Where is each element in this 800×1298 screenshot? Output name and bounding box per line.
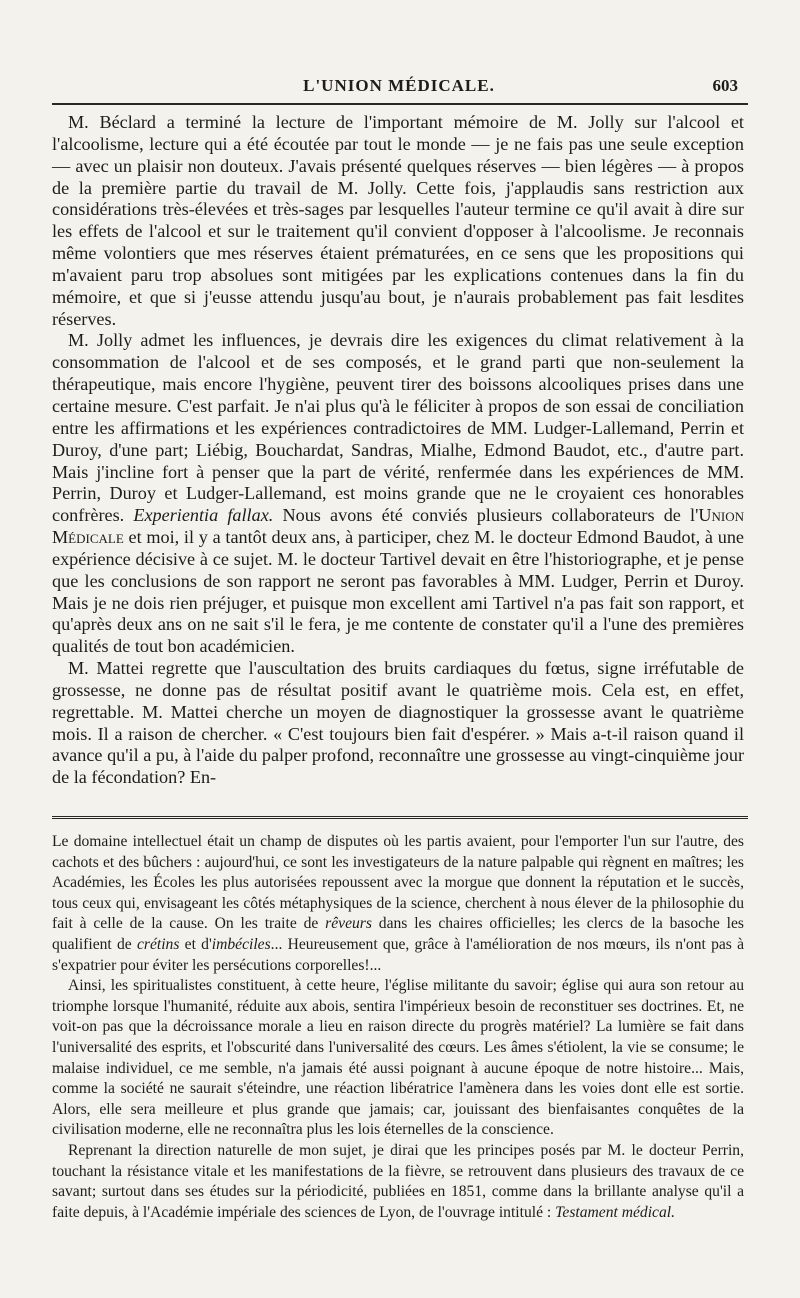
paragraph-mattei: M. Mattei regrette que l'auscultation des bruits cardiaques du fœtus, signe irréfutable de grossesse, ne donne pas de résultat positif avant le quatrième mois. Cela est, en effet, regrettable. M. Mattei cherche un moyen de diagnostiquer la grossesse avant le quatrième mois. Il a raison de chercher. « C'est toujours bien fait d'espérer. » Mais a-t-il raison quand il avance qu'il a pu, à l'aide du palper profond, reconnaître une grossesse au vingt-cinquième jour de la fécondation? En- bbox=[52, 658, 744, 788]
paragraph-jolly-text: M. Jolly admet les influences, je devrais dire les exigences du climat relativement à la consommation de l'alcool et de ses composés, et le grand parti que non-seulement la thérapeutique, mais encore l'hygiène, peuvent tirer des boissons alcooliques prises dans une certaine mesure. C'est parfait. Je n'ai plus qu'à le féliciter à propos de son essai de conciliation entre les affirmations et les expériences contradictoires de MM. Ludger-Lallemand, Perrin et Duroy, d'une part; Liébig, Bouchardat, Sandras, Mialhe, Edmond Baudot, etc., d'autre part. Mais j'incline fort à penser que la part de vérité, renfermée dans les expériences de MM. Perrin, Duroy et Ludger-Lallemand, est moins grande que ne le croyaient ces honorables confrères. bbox=[52, 330, 744, 526]
page-header bbox=[56, 76, 742, 102]
paragraph-beclard: M. Béclard a terminé la lecture de l'important mémoire de M. Jolly sur l'alcool et l'alcoolisme, lecture qui a été écoutée par tout le monde — je ne fais pas une seule exception — avec un plaisir non douteux. J'avais présenté quelques réserves — bien légères — à propos de la première partie du travail de M. Jolly. Cette fois, j'applaudis sans restriction aux considérations très-élevées et très-sages par lesquelles l'auteur termine ce qu'il avait à dire sur les effets de l'alcool et sur le traitement qu'il convient d'opposer à l'alcoolisme. Je reconnais même volontiers que mes réserves étaient prématurées, en ce sens que les propositions qui m'avaient paru trop absolues sont mitigées par les explications contenues dans la fin du mémoire, et que si j'eusse attendu jusqu'au bout, je n'aurais probablement pas fait lesdites réserves. bbox=[52, 112, 744, 329]
running-title: L'UNION MÉDICALE. bbox=[303, 76, 495, 95]
feuilleton-italic-testament: Testament médical. bbox=[555, 1203, 675, 1221]
feuilleton-paragraph-3 bbox=[52, 1141, 744, 1223]
feuilleton-text-3a: Reprenant la direction naturelle de mon sujet, je dirai que les principes posés par M. le docteur Perrin, touchant la résistance vitale et les manifestations de la fièvre, se retrouvent dans plusieurs des travaux de ce savant; surtout dans ses études sur la périodicité, publiées en 1851, comme dans la brillante analyse qu'il a faite depuis, à l'Académie impériale des sciences de Lyon, de l'ouvrage intitulé : bbox=[52, 1141, 744, 1221]
feuilleton-text-1c: et d' bbox=[184, 935, 212, 953]
main-column bbox=[52, 112, 744, 789]
page-number: 603 bbox=[712, 76, 738, 95]
feuilleton-italic-reveurs: rêveurs bbox=[325, 915, 372, 933]
feuilleton-paragraph-2: Ainsi, les spiritualistes constituent, à cette heure, l'église militante du savoir; église qui aura son retour au triomphe lorsque l'humanité, réduite aux abois, sentira l'impérieux besoin de reconstituer ses doctrines. Et, ne voit-on pas que la décroissance morale a lieu en raison directe du progrès matériel? La lumière se fait dans l'universalité des esprits, et l'obscurité dans l'universalité des cœurs. Les âmes s'étiolent, la vie se consume; le malaise individuel, ce me semble, n'a jamais été aussi poignant à aucune époque de notre histoire... Mais, comme la société ne saurait s'éteindre, une réaction libératrice l'amènera dans les voies dont elle est sortie. Alors, elle sera meilleure et plus grande que jamais; car, jouissant des bienfaisantes conquêtes de la civilisation moderne, elle ne reconnaîtra plus les lois éternelles de la conscience. bbox=[52, 977, 744, 1139]
feuilleton-column bbox=[52, 832, 744, 1223]
paragraph-jolly bbox=[52, 330, 744, 658]
journal-name: Union Médicale bbox=[52, 505, 744, 548]
latin-quote: Experientia fallax. bbox=[133, 505, 274, 526]
paragraph-jolly-text-2: Nous avons été conviés plusieurs collaborateurs de l' bbox=[282, 505, 699, 526]
feuilleton-text-1d: ... Heureusement que, grâce à l'amélioration de nos mœurs, ils n'ont pas à s'expatrier pour éviter les persécutions corporelles!... bbox=[52, 935, 745, 974]
feuilleton-text-1b: dans les chaires officielles; les clercs de la basoche les qualifient de bbox=[52, 915, 744, 953]
feuilleton-text-1a: Le domaine intellectuel était un champ de disputes où les partis avaient, pour l'emporter l'un sur l'autre, des cachots et des bûchers : aujourd'hui, ce sont les investigateurs de la nature palpable qui règnent en maîtres; les Académies, les Écoles les plus autorisées repoussent avec la morgue que donnent la réputation et le succès, tous ceux qui, envisageant les côtés métaphysiques de la science, cherchent à nous élever de la philosophie du fait à celle de la cause. On les traite de bbox=[52, 833, 744, 933]
feuilleton-italic-imbeciles: imbéciles bbox=[211, 935, 271, 953]
paragraph-jolly-text-3: et moi, il y a tantôt deux ans, à participer, chez M. le docteur Edmond Baudot, à une expérience décisive à ce sujet. M. le docteur Tartivel devait en être l'historiographe, et je pense que les conclusions de son rapport ne seront pas favorables à MM. Ludger, Perrin et Duroy. Mais je ne dois rien préjuger, et puisque mon excellent ami Tartivel n'a pas fait son rapport, et qu'après deux ans on ne sait s'il le fera, je me contente de constater qu'il a l'une des premières qualités de tout bon académicien. bbox=[52, 527, 744, 657]
feuilleton-rule bbox=[52, 816, 748, 821]
header-rule bbox=[52, 103, 748, 105]
feuilleton-italic-cretins: crétins bbox=[136, 935, 180, 953]
feuilleton-paragraph-1 bbox=[52, 832, 744, 976]
